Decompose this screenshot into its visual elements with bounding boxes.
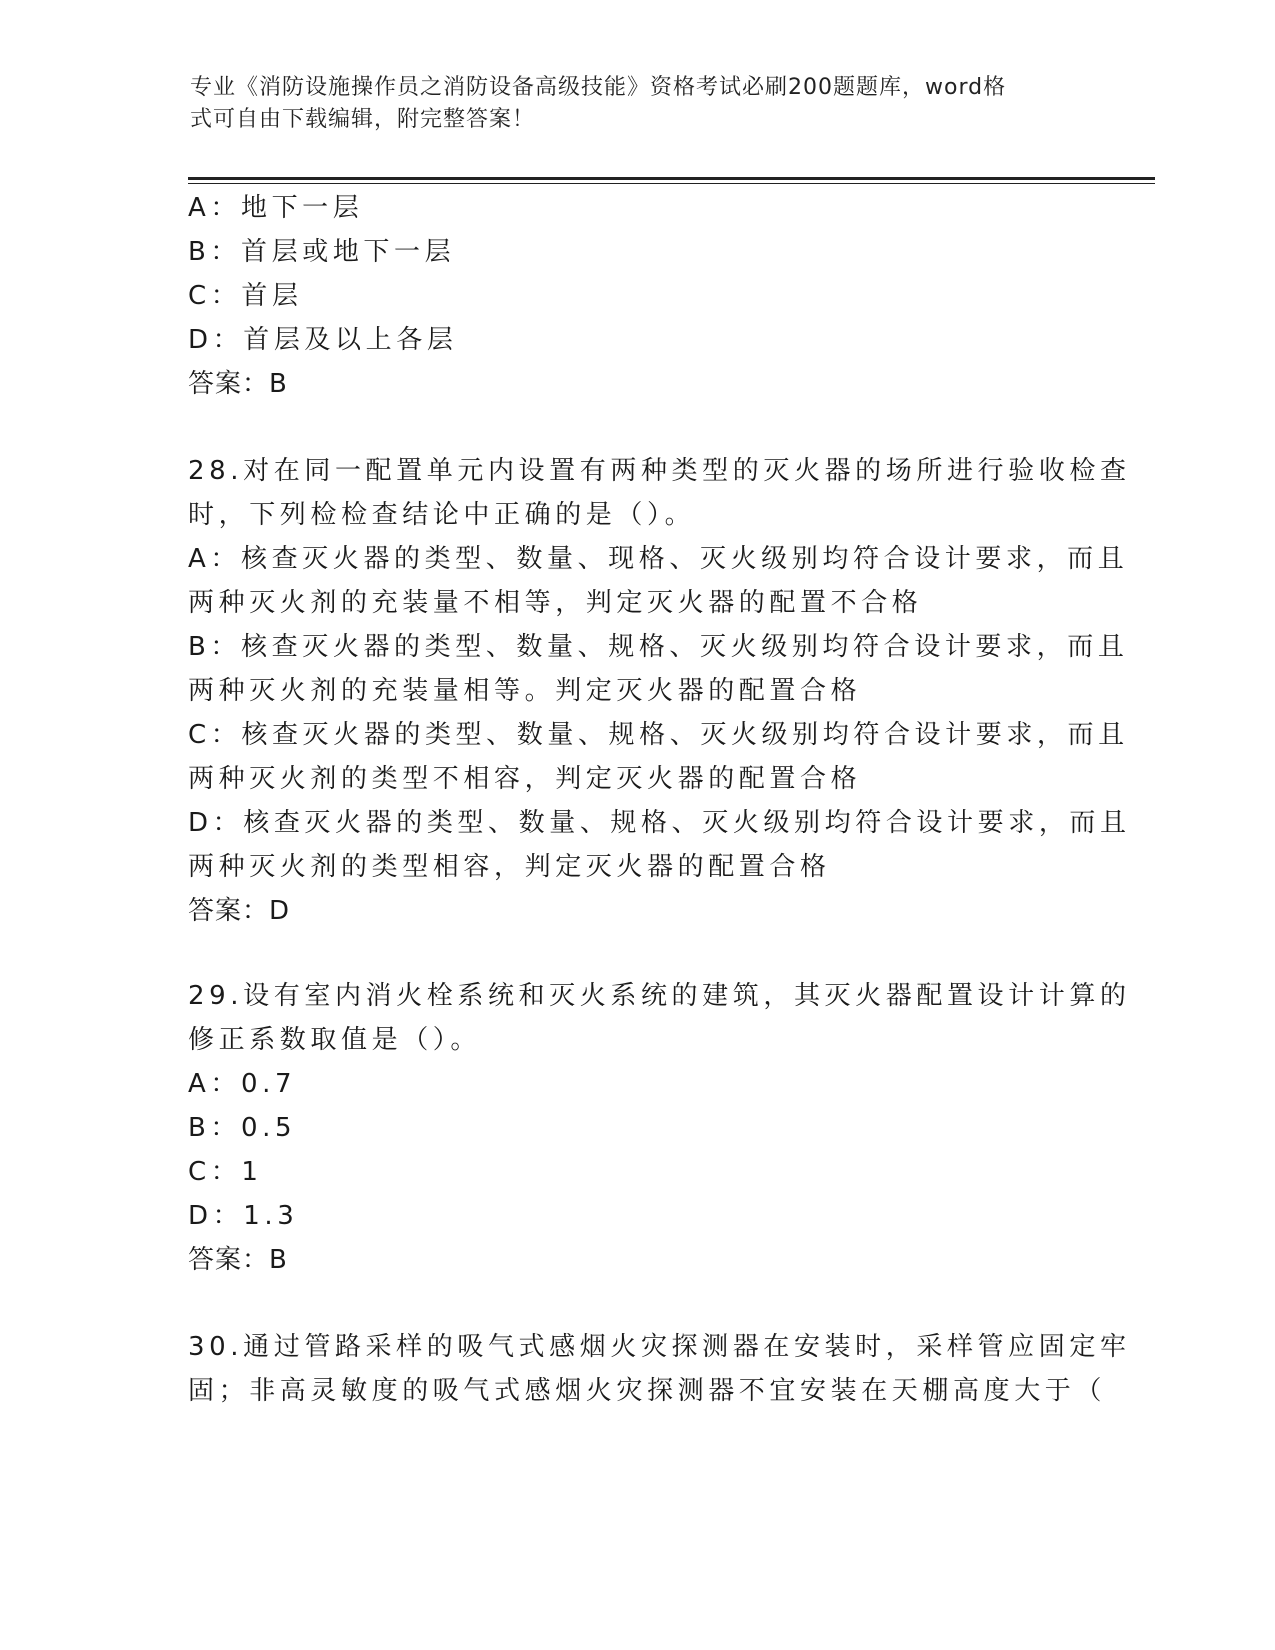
q28-option-d-line-1: D：核查灭火器的类型、数量、规格、灭火级别均符合设计要求，而且	[188, 808, 1131, 838]
q28-option-d-line-2: 两种灭火剂的类型相容，判定灭火器的配置合格	[188, 852, 831, 882]
q27-option-c: C：首层	[188, 281, 303, 311]
q29-stem-line-2: 修正系数取值是（）。	[188, 1025, 482, 1055]
document-header	[190, 72, 1070, 136]
q28-option-b-line-2: 两种灭火剂的充装量相等。判定灭火器的配置合格	[188, 676, 862, 706]
q28-option-c-line-2: 两种灭火剂的类型不相容，判定灭火器的配置合格	[188, 764, 862, 794]
q27-answer: 答案：B	[188, 369, 288, 399]
q28-option-a-line-1: A：核查灭火器的类型、数量、现格、灭火级别均符合设计要求，而且	[188, 544, 1129, 574]
header-line-1: 专业《消防设施操作员之消防设备高级技能》资格考试必刷200题题库，word格	[190, 75, 1007, 100]
q28-option-c-line-1: C：核查灭火器的类型、数量、规格、灭火级别均符合设计要求，而且	[188, 720, 1129, 750]
q27-option-d: D：首层及以上各层	[188, 325, 458, 355]
header-line-2: 式可自由下载编辑，附完整答案！	[190, 107, 536, 132]
q29-option-b: B：0.5	[188, 1113, 297, 1143]
q30-stem-line-1: 30.通过管路采样的吸气式感烟火灾探测器在安装时，采样管应固定牢	[188, 1332, 1131, 1362]
q28-option-a-line-2: 两种灭火剂的充装量不相等，判定灭火器的配置不合格	[188, 588, 923, 618]
q29-stem-line-1: 29.设有室内消火栓系统和灭火系统的建筑，其灭火器配置设计计算的	[188, 981, 1131, 1011]
q29-option-c: C：1	[188, 1157, 263, 1187]
q27-option-a: A：地下一层	[188, 193, 364, 223]
header-divider-thin	[188, 183, 1155, 184]
q28-stem-line-1: 28.对在同一配置单元内设置有两种类型的灭火器的场所进行验收检查	[188, 456, 1131, 486]
q30-stem-line-2: 固；非高灵敏度的吸气式感烟火灾探测器不宜安装在天棚高度大于（	[188, 1376, 1107, 1406]
q29-option-d: D：1.3	[188, 1201, 299, 1231]
q29-option-a: A：0.7	[188, 1069, 297, 1099]
q29-answer: 答案：B	[188, 1245, 288, 1275]
q28-stem-line-2: 时，下列检检查结论中正确的是（）。	[188, 500, 696, 530]
header-divider-thick	[188, 177, 1155, 180]
q27-option-b: B：首层或地下一层	[188, 237, 456, 267]
q28-answer: 答案：D	[188, 896, 291, 926]
q28-option-b-line-1: B：核查灭火器的类型、数量、规格、灭火级别均符合设计要求，而且	[188, 632, 1129, 662]
